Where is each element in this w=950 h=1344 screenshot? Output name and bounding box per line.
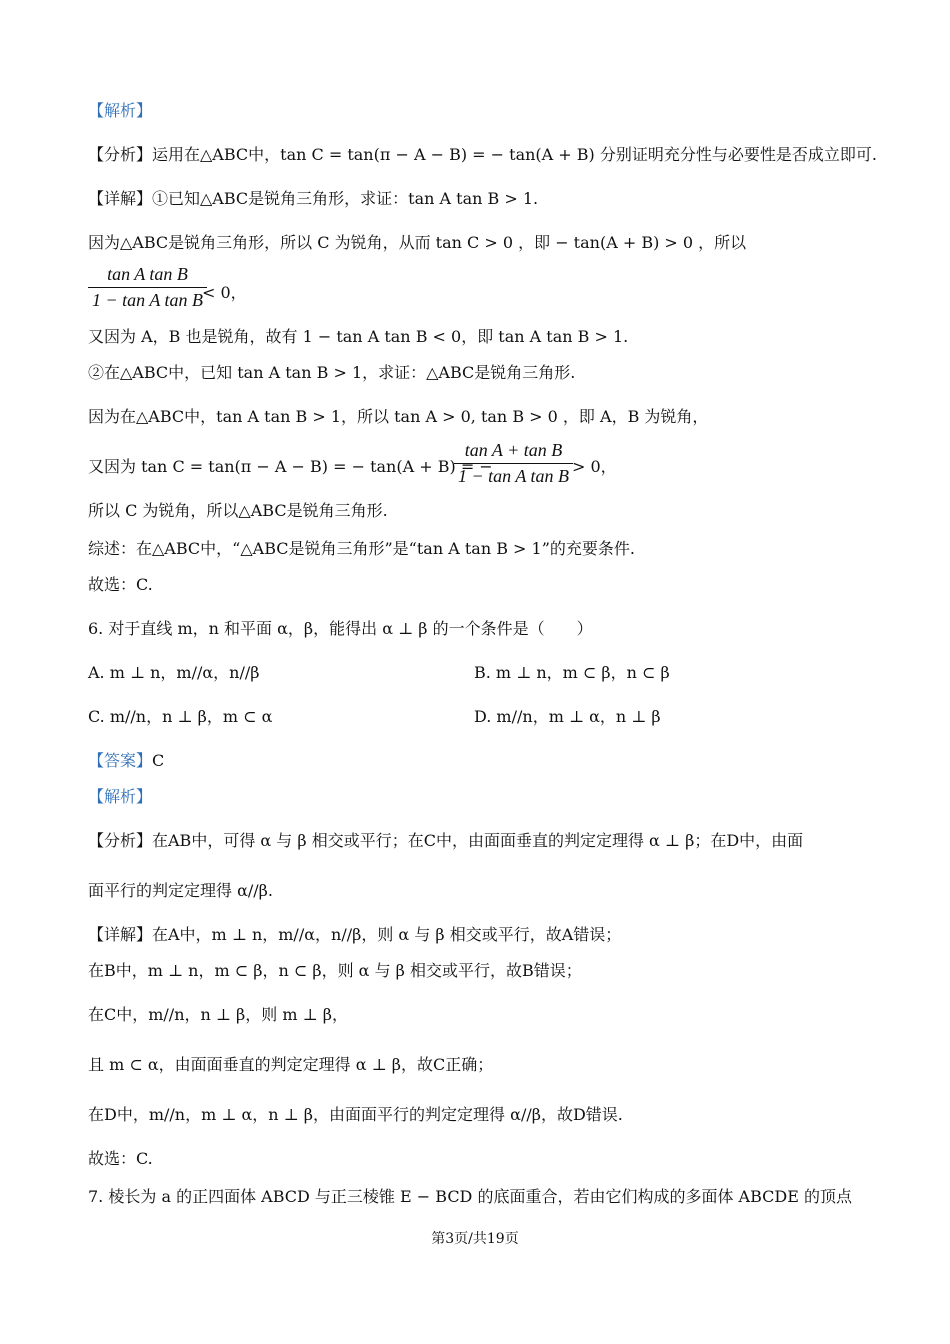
summary-line: 综述：在△ABC中，“△ABC是锐角三角形”是“tan A tan B > 1”的充要条件. — [88, 539, 635, 558]
reasoning-line: 所以 C 为锐角，所以△ABC是锐角三角形. — [88, 501, 388, 520]
reasoning-line: 因为在△ABC中，tan A tan B > 1，所以 tan A > 0, tan B > 0 ，即 A，B 为锐角， — [88, 407, 709, 426]
analysis-heading: 【解析】 — [88, 787, 153, 806]
answer-label: 【答案】 — [88, 751, 153, 770]
question-6-stem: 6. 对于直线 m，n 和平面 α，β，能得出 α ⊥ β 的一个条件是（ ） — [88, 619, 593, 638]
option-a: A. m ⊥ n，m//α，n//β — [88, 663, 260, 682]
fraction-inequality: < 0， — [202, 283, 247, 302]
detail-line: 在C中，m//n，n ⊥ β，则 m ⊥ β， — [88, 1005, 349, 1024]
detail-line: 在D中，m//n，m ⊥ α，n ⊥ β，由面面平行的判定定理得 α//β，故D错误. — [88, 1105, 623, 1124]
fraction-denominator: 1 − tan A tan B — [92, 290, 203, 310]
answer-choice-line: 故选：C. — [88, 575, 153, 594]
tan-c-expression: 又因为 tan C = tan(π − A − B) = − tan(A + B) = − — [88, 457, 493, 476]
reasoning-line: 又因为 A，B 也是锐角，故有 1 − tan A tan B < 0，即 tan A tan B > 1. — [88, 327, 629, 346]
detail-line: 【详解】在A中，m ⊥ n，m//α，n//β，则 α 与 β 相交或平行，故A错误； — [88, 925, 622, 944]
analysis-text: 【分析】运用在△ABC中，tan C = tan(π − A − B) = − tan(A + B) 分别证明充分性与必要性是否成立即可. — [88, 145, 877, 164]
detail-step-1: 【详解】①已知△ABC是锐角三角形，求证：tan A tan B > 1. — [88, 189, 539, 208]
analysis-heading: 【解析】 — [88, 101, 153, 120]
fraction-expression — [454, 440, 573, 487]
answer-value: C — [152, 751, 165, 770]
fraction-numerator: tan A + tan B — [454, 440, 573, 464]
option-d: D. m//n，m ⊥ α，n ⊥ β — [474, 707, 661, 726]
analysis-text: 面平行的判定定理得 α//β. — [88, 881, 274, 900]
page-footer: 第3页/共19页 — [431, 1231, 519, 1247]
detail-line: 在B中，m ⊥ n，m ⊂ β，n ⊂ β，则 α 与 β 相交或平行，故B错误； — [88, 961, 582, 980]
fraction-inequality: > 0， — [572, 457, 617, 476]
fraction-denominator: 1 − tan A tan B — [458, 466, 569, 486]
fraction-numerator: tan A tan B — [88, 264, 207, 288]
question-7-stem: 7. 棱长为 a 的正四面体 ABCD 与正三棱锥 E − BCD 的底面重合，若由它们构成的多面体 ABCDE 的顶点 — [88, 1187, 853, 1206]
answer-line — [88, 748, 164, 771]
analysis-text: 【分析】在AB中，可得 α 与 β 相交或平行；在C中，由面面垂直的判定定理得 α ⊥ β；在D中，由面 — [88, 831, 804, 850]
fraction-expression — [88, 264, 207, 311]
answer-choice-line: 故选：C. — [88, 1149, 153, 1168]
detail-line: 且 m ⊂ α，由面面垂直的判定定理得 α ⊥ β，故C正确； — [88, 1055, 494, 1074]
option-c: C. m//n，n ⊥ β，m ⊂ α — [88, 707, 273, 726]
detail-step-2: ②在△ABC中，已知 tan A tan B > 1，求证：△ABC是锐角三角形. — [88, 363, 576, 382]
reasoning-line: 因为△ABC是锐角三角形，所以 C 为锐角，从而 tan C > 0 ，即 − tan(A + B) > 0 ，所以 — [88, 233, 747, 252]
option-b: B. m ⊥ n，m ⊂ β，n ⊂ β — [474, 663, 670, 682]
